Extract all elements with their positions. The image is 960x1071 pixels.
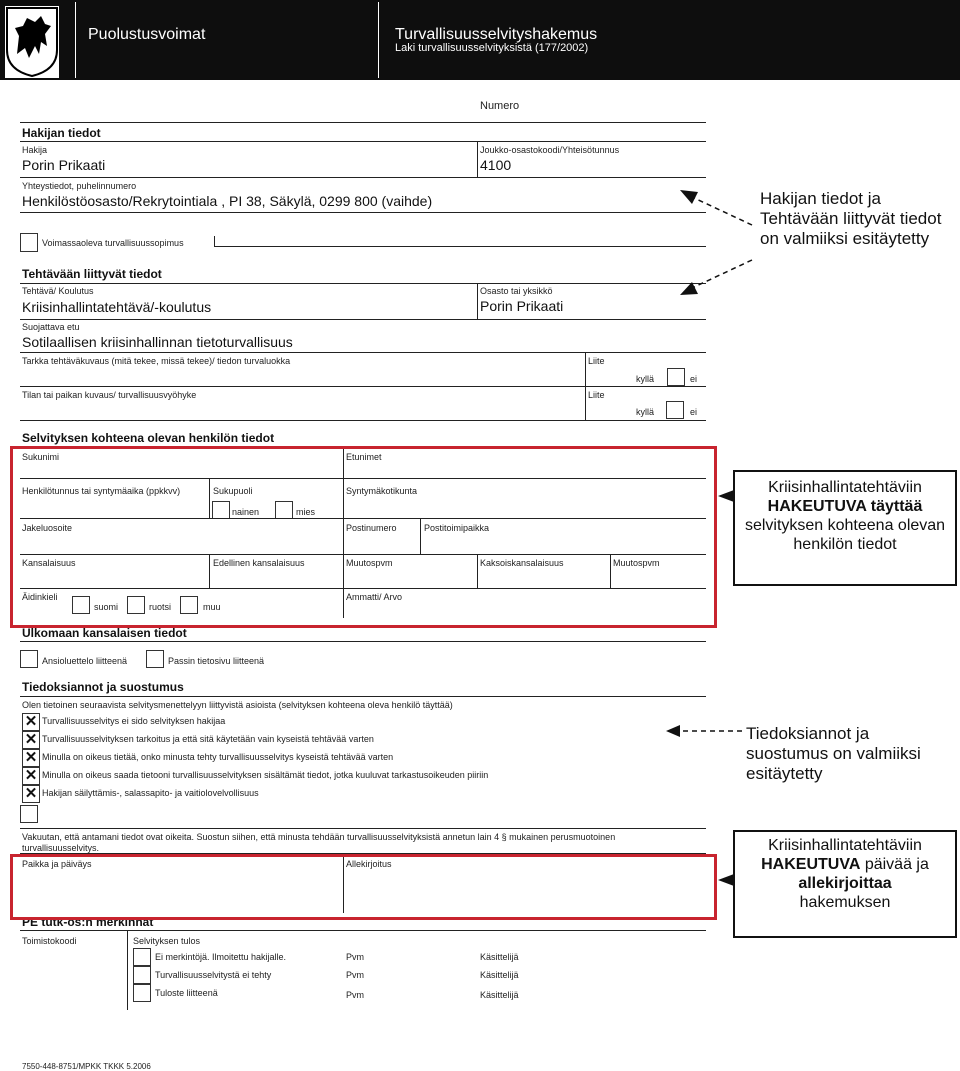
place-label: Tilan tai paikan kuvaus/ turvallisuusvyöhyke [22,390,197,400]
task-label: Tehtävä/ Koulutus [22,286,94,296]
consent-intro: Olen tietoinen seuraavista selvitysmenettelyyn liittyvistä asioista (selvityksen kohteena oleva henkilö täyttää) [22,700,453,710]
passport-label: Passin tietosivu liitteenä [168,656,265,666]
annotation-4-mid: päivää ja [864,856,929,873]
prev-citizenship-label: Edellinen kansalaisuus [213,558,305,568]
consent-item-4-checkbox[interactable]: ✕ [22,767,40,785]
language-label: Äidinkieli [22,592,58,602]
desc-no-label: ei [690,374,698,384]
place-date-label: Paikka ja päiväys [22,859,92,869]
protect-value[interactable]: Sotilaallisen kriisinhallinnan tietoturvallisuus [22,334,293,350]
consent-item-5-checkbox[interactable]: ✕ [22,785,40,803]
annotation-4-rest: hakemuksen [799,894,891,911]
hakija-value[interactable]: Porin Prikaati [22,157,106,173]
section-person: Selvityksen kohteena olevan henkilön tiedot [22,431,275,445]
result-3-handler: Käsittelijä [480,990,519,1000]
result-2-text: Turvallisuusselvitystä ei tehty [155,970,272,980]
postcode-label: Postinumero [346,523,397,533]
result-1-text: Ei merkintöjä. Ilmoitettu hakijalle. [155,952,287,962]
unit-code-label: Joukko-osastokoodi/Yhteisötunnus [480,145,620,155]
annotation-prefilled-applicant: Hakijan tiedot ja Tehtävään liittyvät tiedot on valmiiksi esitäytetty [760,189,942,248]
result-1-date: Pvm [346,952,364,962]
annotation-applicant-fills-box [733,470,957,586]
other-language-label: muu [203,602,221,612]
task-value[interactable]: Kriisinhallintatehtävä/-koulutus [22,299,212,315]
dual-citizenship-label: Kaksoiskansalaisuus [480,558,564,568]
protect-label: Suojattava etu [22,322,80,332]
office-code-label: Toimistokoodi [22,936,77,946]
swedish-label: ruotsi [149,602,172,612]
unit-code-value[interactable]: 4100 [480,157,512,173]
female-label: nainen [232,507,260,517]
postoffice-label: Postitoimipaikka [424,523,490,533]
desc-yes-label: kyllä [636,374,655,384]
place-attachment-label: Liite [588,390,605,400]
citizenship-label: Kansalaisuus [22,558,76,568]
dept-value[interactable]: Porin Prikaati [480,298,564,314]
section-consent: Tiedoksiannot ja suostumus [22,680,184,694]
birthplace-label: Syntymäkotikunta [346,486,418,496]
consent-item-3-checkbox[interactable]: ✕ [22,749,40,767]
declaration-text: Vakuutan, että antamani tiedot ovat oikeita. Suostun siihen, että minusta tehdään turvallisuusselvityksistä annetun lain 4 § mukainen perusmuotoinen turvallisuusselvitys. [22,832,616,853]
section-office: PE tutk-os:n merkinnät [22,915,154,929]
result-2-handler: Käsittelijä [480,970,519,980]
place-yes-label: kyllä [636,407,655,417]
signature-label: Allekirjoitus [346,859,392,869]
brand-name: Puolustusvoimat [88,26,206,43]
document-title: Turvallisuusselvityshakemus [395,26,598,43]
annotation-4-bold2: allekirjoittaa [798,875,892,892]
numero-label: Numero [480,100,520,112]
male-label: mies [296,507,316,517]
cv-label: Ansioluettelo liitteenä [42,656,128,666]
hakija-label: Hakija [22,145,48,155]
form-code: 7550-448-8751/MPKK TKKK 5.2006 [22,1062,151,1071]
consent-item-4-text: Minulla on oikeus saada tietooni turvallisuusselvityksen sisältämät tiedot, jotka kuuluvat tarkastusoikeuden piiriin [42,770,489,780]
consent-item-2-checkbox[interactable]: ✕ [22,731,40,749]
firstnames-label: Etunimet [346,452,382,462]
agreement-label: Voimassaoleva turvallisuussopimus [42,238,184,248]
consent-item-2-text: Turvallisuusselvityksen tarkoitus ja että sitä käytetään vain kyseistä tehtävää varten [42,734,374,744]
gender-label: Sukupuoli [213,486,253,496]
desc-attachment-label: Liite [588,356,605,366]
section-task: Tehtävään liittyvät tiedot [22,267,162,281]
annotation-sign-box [733,830,957,938]
result-2-date: Pvm [346,970,364,980]
profession-label: Ammatti/ Arvo [346,592,403,602]
section-foreign: Ulkomaan kansalaisen tiedot [22,626,187,640]
document-subtitle: Laki turvallisuusselvityksistä (177/2002) [395,42,589,54]
contact-value[interactable]: Henkilöstöosasto/Rekrytointiala , PI 38, Säkylä, 0299 800 (vaihde) [22,193,433,209]
desc-label: Tarkka tehtäväkuvaus (mitä tekee, missä tekee)/ tiedon turvaluokka [22,356,291,366]
result-label: Selvityksen tulos [133,936,201,946]
id-label: Henkilötunnus tai syntymäaika (ppkkvv) [22,486,181,496]
consent-item-1-checkbox[interactable]: ✕ [22,713,40,731]
annotation-4-line1: Kriisinhallintatehtäviin [768,837,922,854]
address-label: Jakeluosoite [22,523,73,533]
annotation-2-rest: selvityksen kohteena olevan henkilön tiedot [744,517,946,553]
surname-label: Sukunimi [22,452,60,462]
section-applicant: Hakijan tiedot [22,126,101,140]
result-3-date: Pvm [346,990,364,1000]
place-no-label: ei [690,407,698,417]
consent-item-3-text: Minulla on oikeus tietää, onko minusta tehty turvallisuusselvitys kyseistä tehtävää varten [42,752,394,762]
result-3-text: Tuloste liitteenä [155,988,218,998]
annotation-2-line1: Kriisinhallintatehtäviin [768,479,922,496]
result-1-handler: Käsittelijä [480,952,519,962]
consent-item-5-text: Hakijan säilyttämis-, salassapito- ja vaitiolovelvollisuus [42,788,259,798]
annotation-2-bold: HAKEUTUVA täyttää [767,498,923,515]
consent-item-1-text: Turvallisuusselvitys ei sido selvityksen hakijaa [42,716,226,726]
dept-label: Osasto tai yksikkö [480,286,553,296]
finnish-label: suomi [94,602,119,612]
changed-label: Muutospvm [346,558,393,568]
changed2-label: Muutospvm [613,558,660,568]
annotation-prefilled-consent: Tiedoksiannot ja suostumus on valmiiksi esitäytetty [746,724,921,783]
annotation-4-bold: HAKEUTUVA [761,856,861,873]
contact-label: Yhteystiedot, puhelinnumero [22,181,137,191]
